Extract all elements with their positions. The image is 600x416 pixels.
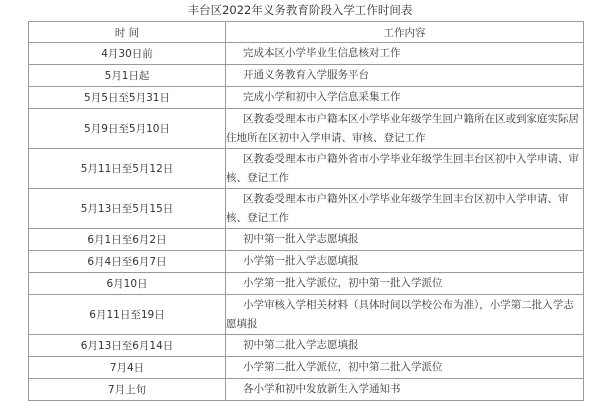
row-content-text: 完成小学和初中入学信息采集工作 bbox=[243, 91, 401, 103]
row-content bbox=[226, 87, 584, 109]
row-content bbox=[226, 229, 584, 251]
row-time: 6月1日至6月2日 bbox=[29, 229, 226, 251]
row-time: 7月4日 bbox=[29, 357, 226, 379]
table-row bbox=[29, 65, 584, 87]
row-time: 4月30日前 bbox=[29, 43, 226, 65]
row-content bbox=[226, 357, 584, 379]
table-row bbox=[29, 109, 584, 149]
table-header-row bbox=[29, 22, 584, 43]
table-row bbox=[29, 43, 584, 65]
row-content bbox=[226, 335, 584, 357]
header-content: 工作内容 bbox=[226, 22, 584, 43]
table-row bbox=[29, 189, 584, 229]
table-row bbox=[29, 87, 584, 109]
row-content-text: 小学第二批入学派位，初中第二批入学派位 bbox=[243, 361, 443, 373]
table-row bbox=[29, 379, 584, 401]
row-content-text: 初中第一批入学志愿填报 bbox=[243, 233, 359, 245]
schedule-table bbox=[28, 21, 584, 401]
table-row bbox=[29, 251, 584, 273]
table-row bbox=[29, 273, 584, 295]
row-time: 6月4日至6月7日 bbox=[29, 251, 226, 273]
row-time: 6月13日至6月14日 bbox=[29, 335, 226, 357]
row-content bbox=[226, 189, 584, 229]
row-content-text: 小学第一批入学志愿填报 bbox=[243, 255, 359, 267]
row-content-text: 小学审核入学相关材料（具体时间以学校公布为准），小学第二批入学志愿填报 bbox=[226, 298, 574, 330]
row-content bbox=[226, 251, 584, 273]
table-row bbox=[29, 357, 584, 379]
row-content-text: 初中第二批入学志愿填报 bbox=[243, 339, 359, 351]
row-time: 5月9日至5月10日 bbox=[29, 109, 226, 149]
row-time: 7月上旬 bbox=[29, 379, 226, 401]
row-content bbox=[226, 295, 584, 335]
row-content-text: 小学第一批入学派位，初中第一批入学派位 bbox=[243, 277, 443, 289]
table-row bbox=[29, 295, 584, 335]
row-content-text: 各小学和初中发放新生入学通知书 bbox=[243, 383, 401, 395]
row-content bbox=[226, 65, 584, 87]
row-time: 6月10日 bbox=[29, 273, 226, 295]
page-title: 丰台区2022年义务教育阶段入学工作时间表 bbox=[187, 3, 413, 17]
row-time: 6月11日至19日 bbox=[29, 295, 226, 335]
row-time: 5月13日至5月15日 bbox=[29, 189, 226, 229]
table-row bbox=[29, 229, 584, 251]
row-time: 5月1日起 bbox=[29, 65, 226, 87]
row-time: 5月5日至5月31日 bbox=[29, 87, 226, 109]
row-content-text: 区教委受理本市户籍外省市小学毕业年级学生回丰台区初中入学申请、审核、登记工作 bbox=[226, 152, 579, 184]
row-content bbox=[226, 109, 584, 149]
table-row bbox=[29, 335, 584, 357]
row-content-text: 完成本区小学毕业生信息核对工作 bbox=[243, 47, 401, 59]
row-time: 5月11日至5月12日 bbox=[29, 149, 226, 189]
row-content bbox=[226, 379, 584, 401]
row-content bbox=[226, 43, 584, 65]
row-content-text: 区教委受理本市户籍外区小学毕业年级学生回丰台区初中入学申请、审核、登记工作 bbox=[226, 192, 569, 224]
row-content-text: 区教委受理本市户籍本区小学毕业年级学生回户籍所在区或到家庭实际居住地所在区初中入学申请、审核、登记工作 bbox=[226, 112, 579, 144]
header-time: 时 间 bbox=[29, 22, 226, 43]
row-content bbox=[226, 273, 584, 295]
table-row bbox=[29, 149, 584, 189]
row-content bbox=[226, 149, 584, 189]
row-content-text: 开通义务教育入学服务平台 bbox=[243, 69, 369, 81]
